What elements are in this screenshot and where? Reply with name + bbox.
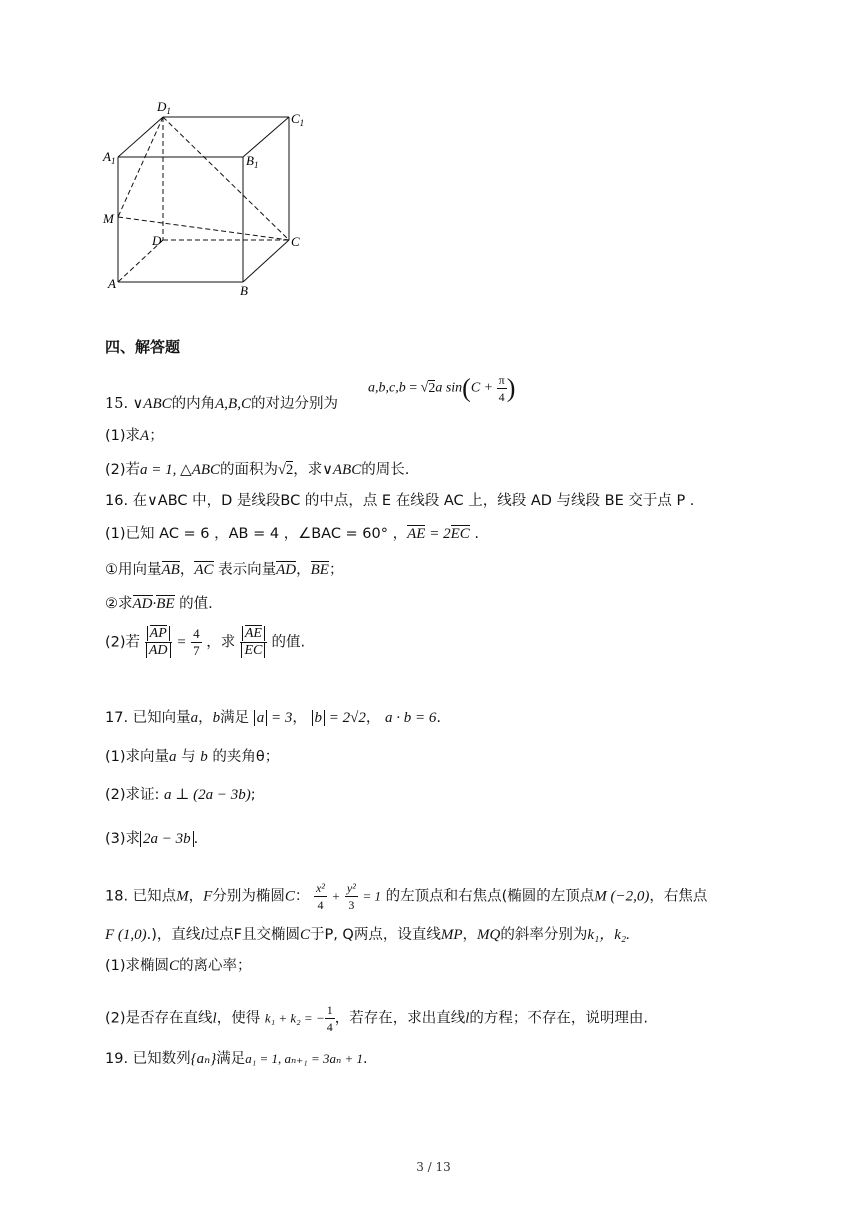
label-a1: $A_1$: [103, 149, 116, 166]
section-title: 四、解答题: [105, 338, 181, 356]
q16-line1: 16. 在∨ABC 中，D 是线段BC 的中点，点 E 在线段 AC 上，线段 AD 与线段 BE 交于点 P .: [105, 493, 695, 509]
q19-line1: 19. 已知数列{aₙ}满足a₁ = 1, aₙ₊₁ = 3aₙ + 1.: [105, 1051, 368, 1067]
label-c: C: [291, 234, 300, 249]
label-b: B: [240, 283, 248, 298]
q15-line1: 15. ∨ABC的内角A,B,C的对边分别为: [105, 396, 338, 412]
q15-part2: (2)若a = 1, △ABC的面积为√2，求∨ABC的周长.: [105, 462, 410, 478]
q18-line2: F (1,0).)，直线l过点F且交椭圆C于P, Q两点，设直线MP，MQ的斜率分别为k₁，k₂.: [105, 927, 630, 943]
q17-line1: 17. 已知向量a，b满足 a = 3， b = 2√2， a · b = 6.: [105, 710, 441, 726]
q16-part2: (2)若 $\frac{AP}{AD}$ = $\frac{4}{7}$ ，求 $\frac{AE}{EC}$ 的值.: [105, 626, 306, 658]
label-m: M: [103, 211, 114, 226]
label-d1: $D_1$: [157, 99, 171, 116]
q15-part1: (1)求A；: [105, 428, 164, 444]
q17-part1: (1)求向量a 与 b 的夹角θ；: [105, 749, 280, 765]
label-a: A: [108, 276, 116, 291]
q18-part1: (1)求椭圆C的离心率；: [105, 958, 252, 974]
q16-sub2: ②求AD·BE 的值.: [105, 596, 213, 612]
q17-part2: (2)求证: a ⊥ (2a − 3b);: [105, 787, 256, 803]
q16-part1: (1)已知 AC = 6 ，AB = 4 ，∠BAC = 60° ，AE = 2EC .: [105, 526, 479, 542]
q18-line1: 18. 已知点M，F分别为椭圆C： $\frac{\text{x²}}{4}$ + $\frac{\text{y²}}{3}$ = 1 的左顶点和右焦点(椭圆的左顶点M (−2,0)，右焦点: [105, 881, 708, 912]
label-d: D: [152, 233, 162, 248]
page-number: 3 / 13: [416, 1160, 451, 1174]
cube-figure: [95, 95, 325, 305]
q15-formula: a,b,c,b = √2a sin(C + $\frac{\pi}{4}$ ): [368, 373, 516, 404]
q17-part3: (3)求 2a − 3b .: [105, 831, 199, 847]
label-b1: $B_1$: [246, 153, 259, 170]
label-c1: $C_1$: [291, 111, 305, 128]
q18-part2: (2)是否存在直线l，使得 k₁ + k₂ = − $\frac{1}{4}$ ，若存在，求出直线l的方程；不存在，说明理由.: [105, 1003, 649, 1034]
q16-sub1: ①用向量AB，AC 表示向量AD，BE；: [105, 562, 344, 578]
